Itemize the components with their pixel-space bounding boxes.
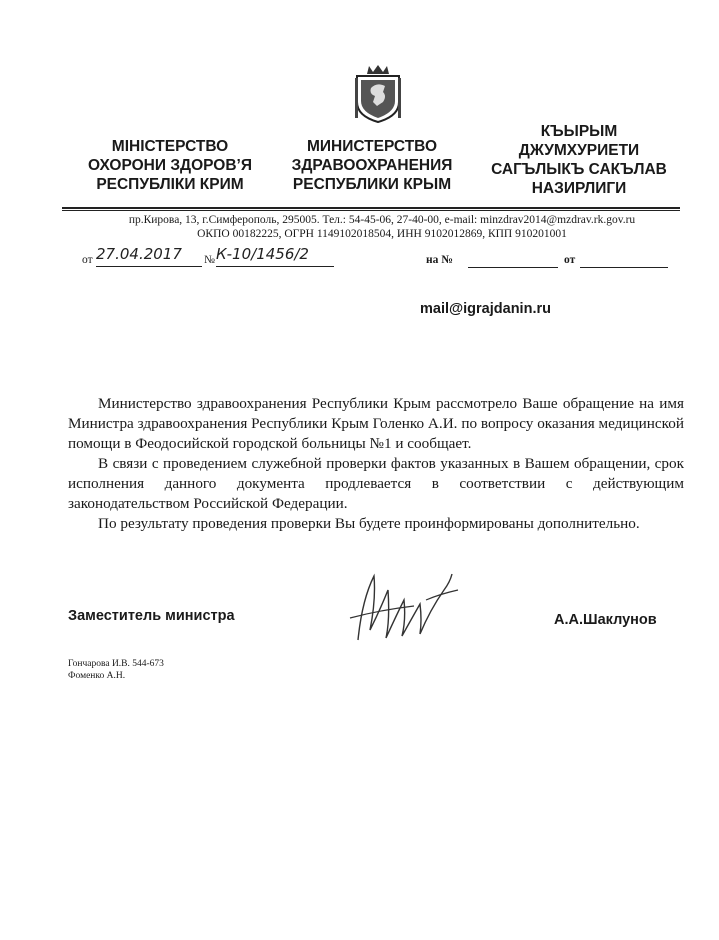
ref-number-handwritten: К-10/1456/2	[216, 245, 309, 263]
body-paragraph-3: По результату проведения проверки Вы будете проинформированы дополнительно.	[98, 515, 640, 532]
handwritten-signature-icon	[340, 560, 470, 650]
header-divider-thin	[62, 210, 680, 211]
recipient-email: mail@igrajdanin.ru	[420, 301, 551, 317]
executors-note: Гончарова И.В. 544-673 Фоменко А.Н.	[68, 659, 164, 681]
ministry-name-crimean-tatar: КЪЫРЫМ ДЖУМХУРИЕТИ САГЪЛЫКЪ САКЪЛАВ НАЗИРЛИГИ	[491, 123, 667, 197]
incoming-number-blank	[468, 267, 558, 268]
incoming-number-label: на №	[426, 254, 453, 266]
incoming-date-label: от	[564, 254, 576, 266]
ministry-name-ukrainian: МІНІСТЕРСТВО ОХОРОНИ ЗДОРОВ’Я РЕСПУБЛІКИ КРИМ	[88, 138, 252, 193]
ref-number-label: №	[204, 254, 215, 266]
ministry-address: пр.Кирова, 13, г.Симферополь, 295005. Тел.: 54-45-06, 27-40-00, e-mail: minzdrav2014@mzdrav.rk.gov.ru ОКПО 00182225, ОГРН 1149102018504, ИНН 9102012869, КПП 910201001	[128, 214, 636, 240]
header-divider-thick	[62, 207, 680, 209]
crimea-coat-of-arms-icon	[349, 62, 407, 124]
ref-date-handwritten: 27.04.2017	[96, 245, 182, 263]
body-paragraph-1: Министерство здравоохранения Республики Крым рассмотрело Ваше обращение на имя Министра здравоохранения Республики Крым Голенко А.И. по вопросу оказания медицинской помощи в Феодосийской городской больницы №1 и сообщает.	[68, 395, 684, 452]
incoming-date-blank	[580, 267, 668, 268]
ref-date-underline	[96, 266, 202, 267]
letter-body	[68, 394, 684, 534]
body-paragraph-2: В связи с проведением служебной проверки фактов указанных в Вашем обращении, срок исполнения данного документа продлевается в соответствии с действующим законодательством Российской Федерации.	[68, 455, 684, 512]
ref-date-label: от	[82, 254, 93, 266]
signatory-title: Заместитель министра	[68, 608, 235, 624]
ref-number-underline	[216, 266, 334, 267]
ministry-name-russian: МИНИСТЕРСТВО ЗДРАВООХРАНЕНИЯ РЕСПУБЛИКИ КРЫМ	[291, 138, 453, 193]
signatory-name: А.А.Шаклунов	[554, 612, 657, 628]
